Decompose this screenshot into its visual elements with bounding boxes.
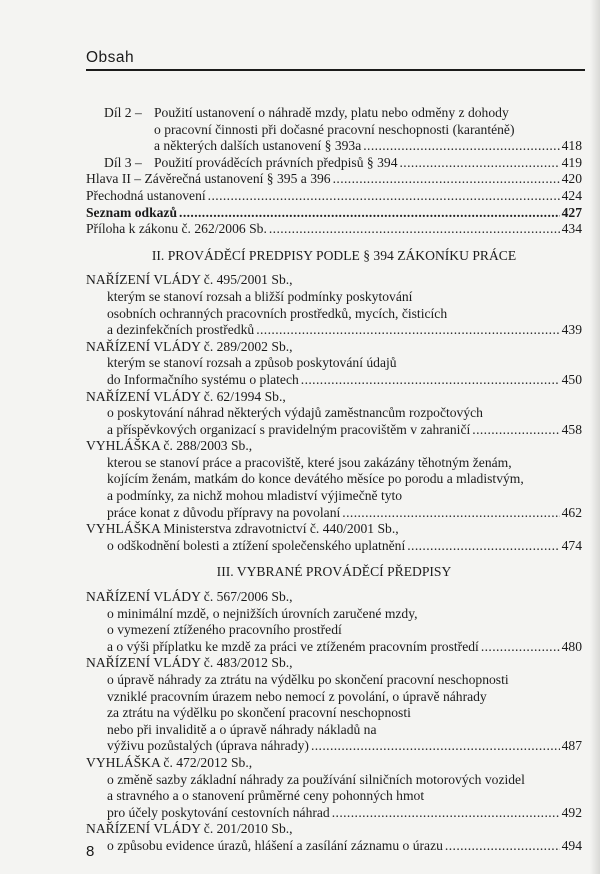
toc-entry xyxy=(86,105,582,155)
toc-entry-text: o minimální mzdě, o nejnižších úrovních zaručené mzdy, xyxy=(107,605,418,621)
toc-page-number: 487 xyxy=(561,738,582,754)
toc-entry xyxy=(86,589,582,655)
toc-entry-text: výživu pozůstalých (úprava náhrady) xyxy=(107,738,309,754)
toc-entry-text: a podmínky, za nichž mohou mladiství výjimečně tyto xyxy=(107,488,403,504)
toc-page-number: 480 xyxy=(561,638,582,654)
toc-entry-line xyxy=(86,289,582,306)
dot-leader xyxy=(400,155,560,172)
page-edge-shadow xyxy=(590,0,600,874)
toc-entry-text: o změně sazby základní náhrady za používání silničních motorových vozidel xyxy=(107,771,525,787)
toc-page-number: 419 xyxy=(561,154,582,170)
toc-entry-line-with-page xyxy=(86,322,582,339)
toc-entry-line xyxy=(86,122,582,139)
toc-entry-title: VYHLÁŠKA č. 472/2012 Sb., xyxy=(86,754,253,770)
toc-entry-text: o odškodnění bolesti a ztížení společenského uplatnění xyxy=(107,537,406,553)
section-heading: II. PROVÁDĚCÍ PREDPISY PODLE § 394 ZÁKONÍKU PRÁCE xyxy=(151,247,517,263)
toc-entry-text: Přechodná ustanovení xyxy=(86,187,206,203)
toc-entry xyxy=(86,655,582,755)
toc-entry-line xyxy=(86,606,582,623)
toc-entry-title: NAŘÍZENÍ VLÁDY č. 201/2010 Sb., xyxy=(86,821,293,837)
dot-leader xyxy=(363,138,559,155)
toc-page-number: 474 xyxy=(561,537,582,553)
toc-entry-text: do Informačního systému o platech xyxy=(107,371,299,387)
toc-entry xyxy=(86,205,582,222)
dot-leader xyxy=(311,738,560,755)
toc-entry-line-with-page xyxy=(86,171,582,188)
toc-entry-line xyxy=(86,306,582,323)
dot-leader xyxy=(301,372,560,389)
toc-entry-text: a stravného a o stanovení průměrné ceny pohonných hmot xyxy=(107,788,425,804)
toc-entry-text: o způsobu evidence úrazů, hlášení a zasílání záznamu o úrazu xyxy=(107,837,443,853)
toc-entry-line xyxy=(86,405,582,422)
toc-entry-line xyxy=(86,471,582,488)
toc-entry-line xyxy=(86,355,582,372)
toc-entry-title: NAŘÍZENÍ VLÁDY č. 567/2006 Sb., xyxy=(86,589,293,605)
toc-entry-text: o úpravě náhrady za ztrátu na výdělku po skončení pracovní neschopnosti xyxy=(107,672,509,687)
toc-entry-text: práce konat z důvodu přípravy na povolaní xyxy=(107,504,341,520)
toc-entry xyxy=(86,188,582,205)
toc-entry-text: nebo při invaliditě a o úpravě náhrady nákladů na xyxy=(107,721,377,737)
toc-entry-text: o pracovní činnosti při dočasné pracovní neschopnosti (karanténě) xyxy=(154,121,515,137)
toc-entry-text: vzniklé pracovním úrazem nebo nemocí z povolání, o úpravě náhrady xyxy=(107,688,487,704)
dot-leader xyxy=(481,639,560,656)
dot-leader xyxy=(472,422,559,439)
dot-leader xyxy=(179,205,560,222)
toc-entry-title: NAŘÍZENÍ VLÁDY č. 62/1994 Sb., xyxy=(86,388,286,404)
toc-entry-text: za ztrátu na výdělku po skončení pracovní neschopnosti xyxy=(107,705,411,721)
toc-entry xyxy=(86,438,582,521)
toc-entry-line xyxy=(86,772,582,789)
toc-entry xyxy=(86,521,582,554)
toc-page-number: 427 xyxy=(561,204,582,220)
dot-leader xyxy=(208,188,560,205)
toc-page-number: 439 xyxy=(561,322,582,338)
toc-entry xyxy=(86,821,582,854)
section-heading: III. VYBRANÉ PROVÁDĚCÍ PŘEDPISY xyxy=(216,564,452,580)
dot-leader xyxy=(256,322,559,339)
toc-entry xyxy=(86,339,582,389)
toc-entry-line-with-page xyxy=(86,188,582,205)
toc-entry-text: Použití prováděcích právních předpisů § 394 xyxy=(154,154,398,170)
toc-page-number: 424 xyxy=(561,187,582,203)
toc-entry-title: VYHLÁŠKA Ministerstva zdravotnictví č. 440/2001 Sb., xyxy=(86,521,399,537)
toc-entry-line xyxy=(86,689,582,706)
dot-leader xyxy=(342,505,559,522)
toc-entry-text: osobních ochranných pracovních prostředků, mycích, čisticích xyxy=(107,305,448,321)
toc-entry-line-with-page xyxy=(86,738,582,755)
toc-entry-title: NAŘÍZENÍ VLÁDY č. 495/2001 Sb., xyxy=(86,272,293,288)
running-header-title: Obsah xyxy=(86,49,135,66)
page-number: 8 xyxy=(86,843,95,860)
dot-leader xyxy=(407,538,559,555)
toc-page-number: 494 xyxy=(561,837,582,853)
toc-page-number: 492 xyxy=(561,804,582,820)
toc-entry-line xyxy=(86,722,582,739)
toc-entry xyxy=(86,755,582,821)
toc-page-number: 450 xyxy=(561,371,582,387)
toc-page-number: 458 xyxy=(561,421,582,437)
toc-entry-title: VYHLÁŠKA č. 288/2003 Sb., xyxy=(86,438,253,454)
toc-entry-line-with-page xyxy=(86,205,582,222)
toc-entry-text: kterým se stanoví rozsah a způsob poskytování údajů xyxy=(107,355,397,371)
toc-entry-line-with-page xyxy=(86,505,582,522)
toc-entry-text: o vymezení ztíženého pracovního prostředí xyxy=(107,622,342,638)
toc-entry-line xyxy=(86,488,582,505)
toc-entry-title: NAŘÍZENÍ VLÁDY č. 289/2002 Sb., xyxy=(86,338,293,354)
toc-entry-text: kterým se stanoví rozsah a bližší podmínky poskytování xyxy=(107,288,413,304)
toc-page-number: 434 xyxy=(561,221,582,237)
toc-entry-text: Hlava II – Závěrečná ustanovení § 395 a 396 xyxy=(86,171,331,187)
table-of-contents xyxy=(86,105,582,855)
header-rule xyxy=(86,69,585,71)
toc-entry xyxy=(86,272,582,338)
toc-entry-line-with-page xyxy=(86,838,582,855)
toc-part-label: Díl 3 – xyxy=(104,154,142,170)
toc-page-number: 462 xyxy=(561,504,582,520)
toc-part-label: Díl 2 – xyxy=(104,105,142,120)
toc-entry-line-with-page xyxy=(86,805,582,822)
toc-entry-line xyxy=(86,455,582,472)
toc-entry-text: kterou se stanoví práce a pracoviště, které jsou zakázány těhotným ženám, xyxy=(107,454,512,470)
toc-entry-line xyxy=(86,672,582,689)
toc-entry-text: Použití ustanovení o náhradě mzdy, platu nebo odměny z dohody xyxy=(154,105,509,120)
toc-entry-line-with-page xyxy=(86,538,582,555)
dot-leader xyxy=(332,805,560,822)
toc-entry-line-with-page xyxy=(86,639,582,656)
dot-leader xyxy=(445,838,560,855)
toc-entry-text: a o výši příplatku ke mzdě za práci ve ztíženém pracovním prostředí xyxy=(107,638,479,654)
dot-leader xyxy=(269,221,560,238)
toc-entry-text: a některých dalších ustanovení § 393a xyxy=(154,138,362,154)
toc-entry-line-with-page xyxy=(86,221,582,238)
toc-entry-text: kojícím ženám, matkám do konce devátého měsíce po porodu a mladistvým, xyxy=(107,471,524,487)
toc-page-number: 420 xyxy=(561,171,582,187)
toc-page-number: 418 xyxy=(561,138,582,154)
toc-entry-text: Příloha k zákonu č. 262/2006 Sb. xyxy=(86,221,267,237)
dot-leader xyxy=(333,171,560,188)
toc-entry xyxy=(86,221,582,238)
toc-entry xyxy=(86,389,582,439)
toc-entry-text: pro účely poskytování cestovních náhrad xyxy=(107,804,330,820)
toc-entry-line-with-page xyxy=(86,372,582,389)
toc-entry xyxy=(86,171,582,188)
toc-entry xyxy=(86,155,582,172)
toc-entry-text: Seznam odkazů xyxy=(86,204,178,220)
toc-entry-line xyxy=(86,622,582,639)
toc-entry-text: o poskytování náhrad některých výdajů zaměstnancům rozpočtových xyxy=(107,405,483,421)
toc-entry-title: NAŘÍZENÍ VLÁDY č. 483/2012 Sb., xyxy=(86,655,293,671)
toc-entry-line xyxy=(86,788,582,805)
toc-entry-text: a dezinfekčních prostředků xyxy=(107,322,255,338)
toc-entry-line-with-page xyxy=(86,138,582,155)
toc-entry-line xyxy=(86,705,582,722)
toc-entry-line-with-page xyxy=(86,422,582,439)
toc-entry-text: a příspěvkových organizací s pravidelným pracovištěm v zahraničí xyxy=(107,421,471,437)
toc-entry-line-with-page xyxy=(86,155,582,172)
toc-entry-line xyxy=(86,105,582,122)
